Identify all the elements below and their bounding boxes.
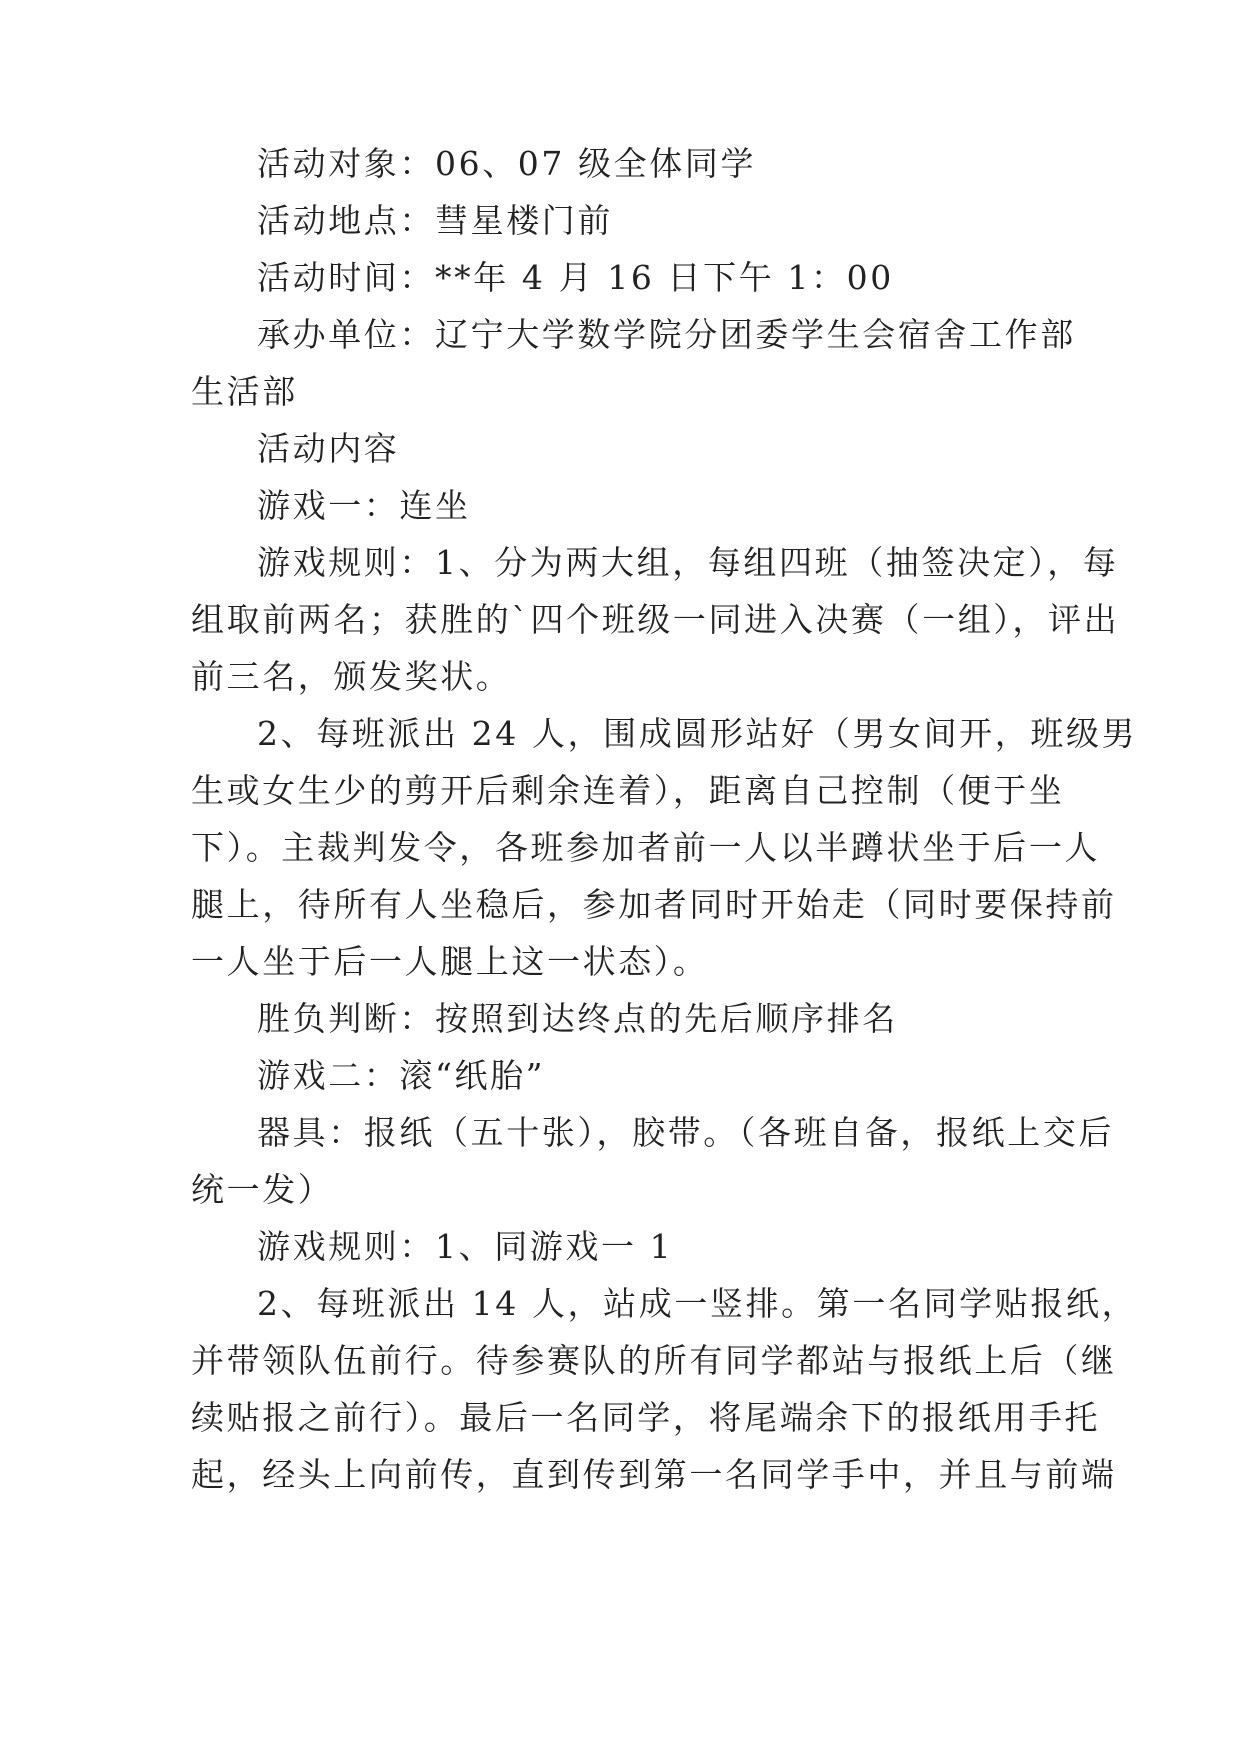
text-line-game1-rule2-cont: 生或女生少的剪开后剩余连着），距离自己控制（便于坐 (191, 771, 1065, 810)
text-line-game2-rule2: 2、每班派出 14 人，站成一竖排。第一名同学贴报纸， (257, 1284, 1138, 1323)
text-line-equipment: 器具：报纸（五十张），胶带。（各班自备，报纸上交后 (257, 1113, 1114, 1152)
text-line-location: 活动地点：彗星楼门前 (257, 201, 613, 240)
text-line-game1-rules-cont: 组取前两名；获胜的`四个班级一同进入决赛（一组），评出 (191, 600, 1120, 639)
text-line-organizer: 承办单位：辽宁大学数学院分团委学生会宿舍工作部 (257, 315, 1076, 354)
text-line-content-heading: 活动内容 (257, 429, 400, 468)
text-line-game1-rule2-cont: 腿上，待所有人坐稳后，参加者同时开始走（同时要保持前 (191, 885, 1117, 924)
text-line-game1-rule2-cont: 下）。主裁判发令，各班参加者前一人以半蹲状坐于后一人 (191, 828, 1101, 867)
text-line-game1-rule2-cont: 一人坐于后一人腿上这一状态）。 (191, 942, 709, 981)
text-line-judging: 胜负判断：按照到达终点的先后顺序排名 (257, 999, 898, 1038)
text-line-game2-rule2-cont: 并带领队伍前行。待参赛队的所有同学都站与报纸上后（继 (191, 1341, 1117, 1380)
text-line-game2-title: 游戏二：滚“纸胎” (257, 1056, 546, 1095)
text-line-game1-title: 游戏一：连坐 (257, 486, 471, 525)
text-line-equipment-cont: 统一发） (191, 1170, 334, 1209)
text-line-game1-rules-cont: 前三名，颁发奖状。 (191, 657, 512, 696)
text-line-game2-rule2-cont: 起，经头上向前传，直到传到第一名同学手中，并且与前端 (191, 1455, 1117, 1494)
text-line-game2-rules: 游戏规则：1、同游戏一 1 (257, 1227, 674, 1266)
text-line-organizer-cont: 生活部 (191, 372, 298, 411)
text-line-target: 活动对象：06、07 级全体同学 (257, 144, 757, 183)
text-line-game1-rule2: 2、每班派出 24 人，围成圆形站好（男女间开，班级男 (257, 714, 1138, 753)
text-line-game2-rule2-cont: 续贴报之前行）。最后一名同学，将尾端余下的报纸用手托 (191, 1398, 1101, 1437)
text-line-time: 活动时间：**年 4 月 16 日下午 1：00 (257, 258, 894, 297)
text-line-game1-rules: 游戏规则：1、分为两大组，每组四班（抽签决定），每 (257, 543, 1119, 582)
